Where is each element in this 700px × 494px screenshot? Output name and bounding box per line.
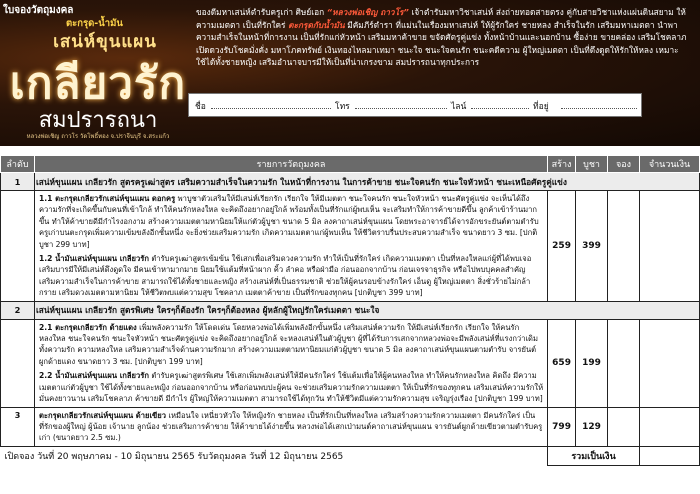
item-desc: 2.1 ตะกรุดเกลียวรัก ด้ายแดง เพิ่มพลังความรัก ให้โดดเด่น โดยหลวงพ่อได้เพิ่มพลังอีกขั้นหนึ่ง เสริมเสน่ห์ความรัก ให้มีเสน่ห์เรียกรัก เรียกใจ ให้คนรักหลงใหล ชนะใจคนรัก ชนะใจหัวหน้า ชนะศัตรูคู่แข่ง จะคิดถึงอยากอยู่ใกล้ จะหลงเสน่ห์ในตัวผู้บูชา ผู้ที่ได้รับการเสกจากหลวงพ่อจะมีพลังเสน่ห์ที่แรงกว่าเดิม ทั้งความรัก ความหลงใหล เสริมความสำเร็จด้านความรักมาก สร้างความเมตตามหานิยมแก่ตัวผู้บูชา ขนาด 5 มิล ลงคาถาเสน่ห์ขุนแผนตามตำรับ จารยันต์ผูกด้ายแดง ขนาดยาว 3 ซม. [ปกติบูชา 199 บาท] 2.2 น้ำมันเสน่ห์ขุนแผน เกลียวรัก ตำรับครูเฒ่าสูตรพิเศษ ใช้เสกเพิ่มพลังเสน่ห์ให้มีคนรักใคร่ ใช้แต้มเพื่อให้ผู้คนหลงใหล ทำให้คนรักหลงใหล คิดถึง มีความเมตตาแก่ตัวผู้บูชา ใช้ได้ทั้งชายและหญิง ก่อนออกจากบ้าน หรือก่อนพบปะผู้คน จะช่วยเสริมความรักความเมตตา ให้เป็นที่รักของทุกคน เสริมเสน่ห์ความรักให้มั่นคงยาวนาน เสริมโชคลาภ ค้าขายดี มีกำไร ผู้ใหญ่ให้ความเมตตา สามารถใช้ได้ทุกวัน ทำให้ชีวิตมีแต่ความรักความสุข เจริญรุ่งเรือง [ปกติบูชา 199 บาท] — [34, 319, 547, 407]
order-table — [0, 155, 700, 466]
item-row — [1, 407, 700, 446]
item-row — [1, 191, 700, 302]
logo-top: ตะกรุด-น้ำมัน — [66, 18, 123, 29]
section-row — [1, 301, 700, 319]
amount-cell[interactable] — [640, 191, 700, 302]
col-item: รายการวัตถุมงคล — [34, 156, 547, 173]
section-no: 1 — [1, 173, 35, 191]
section-row — [1, 173, 700, 191]
intro-text: ของดีมหาเสน่ห์ตำรับครูเก่า ศิษย์เอก “หลวงพ่อเชิญ ถาวโร” เจ้าตำรับมหาวิชาเสน่ห์ ส่งถ่ายทอดสายตรง คู่กับสายวิชาแห่งแผ่นดินสยาม ให้ความเมตตา เป็นที่รักใคร่ ตะกรุดกับน้ำมัน มีคัมภีร์ตำรา ที่แม่นในเรื่องมหาเสน่ห์ ให้ผู้รักใคร่ ชายหลง สำเร็จในรัก เสริมมหาเมตตา นำพาความสำเร็จในหน้าที่การงาน เป็นที่รักแก่หัวหน้า เสริมมหาค้าขาย ขจัดศัตรูคู่แข่ง ทั้งหน้าบ้านและนอกบ้าน ซื้อง่าย ขายคล่อง เสริมโชคลาภ เปิดดวงรับโชคมั่งคั่ง มหาโภคทรัพย์ เงินทองไหลมาเทมา ชนะใจ ชนะใจคนรัก ชนะคดีความ ผู้ใหญ่เมตตา เป็นที่ดึงดูดให้รักให้หลง เหมาะใช้ได้ทั้งชายหญิง เสริมอำนาจบารมีให้เป็นที่น่าเกรงขาม สมปรารถนาทุกประการ — [196, 7, 687, 67]
section-no: 2 — [1, 301, 35, 319]
form-tag: ใบจองวัตถุมงคล — [3, 5, 74, 16]
logo-line3: สมปรารถนา — [38, 108, 158, 133]
address-field[interactable] — [561, 108, 637, 109]
section-no: 3 — [1, 407, 35, 446]
build-count: 259 — [548, 191, 576, 302]
price-value: 129 — [576, 407, 608, 446]
total-label: รวมเป็นเงิน — [548, 446, 640, 465]
logo-line1: เสน่ห์ขุนแผน — [53, 32, 157, 52]
total-amount-cell[interactable] — [640, 446, 700, 465]
section-title: เสน่ห์ขุนแผน เกลียวรัก สูตรพิเศษ ใครๆก็ต้องรัก ใครๆก็ต้องหลง ผู้หลักผู้ใหญ่รักใคร่เมตตา ชนะใจ — [34, 301, 699, 319]
col-build: สร้าง — [548, 156, 576, 173]
name-label: ชื่อ — [195, 102, 206, 112]
item-row — [1, 319, 700, 407]
col-amount: จำนวนเงิน — [640, 156, 700, 173]
price-value: 199 — [576, 319, 608, 407]
price-value: 399 — [576, 191, 608, 302]
booking-dates: เปิดจอง วันที่ 20 พฤษภาคม - 10 มิถุนายน 2565 รับวัตถุมงคล วันที่ 12 มิถุนายน 2565 — [1, 446, 548, 465]
header-banner — [0, 0, 700, 146]
logo-line4: หลวงพ่อเชิญ ถาวโร วัดโพธิ์ทอง จ.ปราจีนบุรี จ.สระแก้ว — [26, 133, 170, 140]
product-highlight: ตะกรุดกับน้ำมัน — [288, 19, 345, 30]
book-cell[interactable] — [608, 191, 640, 302]
book-cell[interactable] — [608, 319, 640, 407]
name-field[interactable] — [211, 108, 331, 109]
item-desc: ตะกรุดเกลียวรักเสน่ห์ขุนแผน ด้ายเขียว เหมือนใจ เหนี่ยวหัวใจ ให้หญิงรัก ชายหลง เป็นที่รักเป็นที่หลงใหล เสริมสร้างความรักความเมตตา มีคนรักใคร่ เป็นที่รักของผู้ใหญ่ ผู้น้อย เจ้านาย ลูกน้อง ช่วยเสริมการค้าขาย ให้ค้าขายได้ง่ายขึ้น หลวงพ่อได้เสกเป่ามนต์คาถาเสน่ห์ขุนแผน จารยันต์ผูกด้ายเขียวตามตำรับครูเก่า (ขนาดยาว 2.5 ซม.) — [34, 407, 547, 446]
phone-label: โทร — [335, 102, 350, 112]
line-id-field[interactable] — [471, 108, 529, 109]
col-book: จอง — [608, 156, 640, 173]
item-desc: 1.1 ตะกรุดเกลียวรักเสน่ห์ขุนแผน ดอกครู พาบูชาตัวเสริมให้มีเสน่ห์เรียกรัก เรียกใจ ให้มีเมตตา ชนะใจคนรัก ชนะใจหัวหน้า ชนะศัตรูคู่แข่ง จะเห็นได้ถึงความรักที่จะเกิดขึ้นกับคนที่เข้าใกล้ ทำให้คนรักหลงใหล จะคิดถึงอยากอยู่ใกล้ พร้อมทั้งเป็นที่รักแก่ผู้พบเห็น จะเสริมทำให้การค้าขายดีขึ้น ลูกค้าเข้าร้านมากขึ้น ทำให้ค้าขายดีมีกำไรงอกงาม สร้างความเมตตามหานิยมให้แก่ตัวผู้บูชา ขนาด 5 มิล ลงคาถาเสน่ห์ขุนแผน โดยพระอาจารย์ได้จารอักขระยันต์ตามตำรับครูเก่าบนตะกรุดเพิ่มความเข้มขลังอีกชั้นหนึ่ง จะยิ่งช่วยเสริมความรัก เกิดความเมตตาแก่ผู้พบเห็น ให้ชีวิตราบรื่นประสบความสำเร็จ ขนาดยาว 3 ซม. [ปกติบูชา 299 บาท] 1.2 น้ำมันเสน่ห์ขุนแผน เกลียวรัก ตำรับครูเฒ่าสูตรเข้มข้น ใช้เสกเพื่อเสริมดวงความรัก ทำให้เป็นที่รักใคร่ เกิดความเมตตา เป็นที่หลงใหลแก่ผู้ที่ได้พบเจอ เสริมบารมีให้มีเสน่ห์ดึงดูดใจ มีคนเข้าหามากมาย นิยมใช้แต้มที่หน้าผาก คิ้ว ลำคอ หรือฝ่ามือ ก่อนออกจากบ้าน ก่อนเจรจาธุรกิจ หรือไปพบบุคคลสำคัญ เสริมความสำเร็จในการค้าขาย สามารถใช้ได้ทั้งชายและหญิง สร้างเสน่ห์ที่เป็นธรรมชาติ ช่วยให้ผู้คนรอบข้างรักใคร่ เอ็นดู ผู้ใหญ่เมตตา สิ่งชั่วร้ายไม่กล้ากราย เสริมดวงเมตตามหานิยม ให้ชีวิตพบแต่ความสุข โชคลาภ เมตตาค้าขาย เป็นที่รักของทุกคน [ปกติบูชา 399 บาท] — [34, 191, 547, 302]
amount-cell[interactable] — [640, 407, 700, 446]
footer-row — [1, 446, 700, 465]
book-cell[interactable] — [608, 407, 640, 446]
line-label: ไลน์ — [451, 102, 467, 112]
logo-line2: เกลียวรัก — [9, 58, 187, 109]
customer-info-box — [188, 93, 642, 117]
phone-field[interactable] — [355, 108, 447, 109]
build-count: 799 — [548, 407, 576, 446]
section-title: เสน่ห์ขุนแผน เกลียวรัก สูตรครูเฒ่าสูตร เสริมความสำเร็จในความรัก ในหน้าที่การงาน ในการค้าขาย ชนะใจคนรัก ชนะใจหัวหน้า ชนะเหนือศัตรูคู่แข่ง — [34, 173, 699, 191]
build-count: 659 — [548, 319, 576, 407]
address-label: ที่อยู่ — [533, 102, 549, 112]
amount-cell[interactable] — [640, 319, 700, 407]
table-header-row — [1, 156, 700, 173]
monk-name: “หลวงพ่อเชิญ ถาวโร” — [326, 7, 409, 17]
col-price: บูชา — [576, 156, 608, 173]
col-no: ลำดับ — [1, 156, 35, 173]
product-logo — [4, 14, 188, 144]
